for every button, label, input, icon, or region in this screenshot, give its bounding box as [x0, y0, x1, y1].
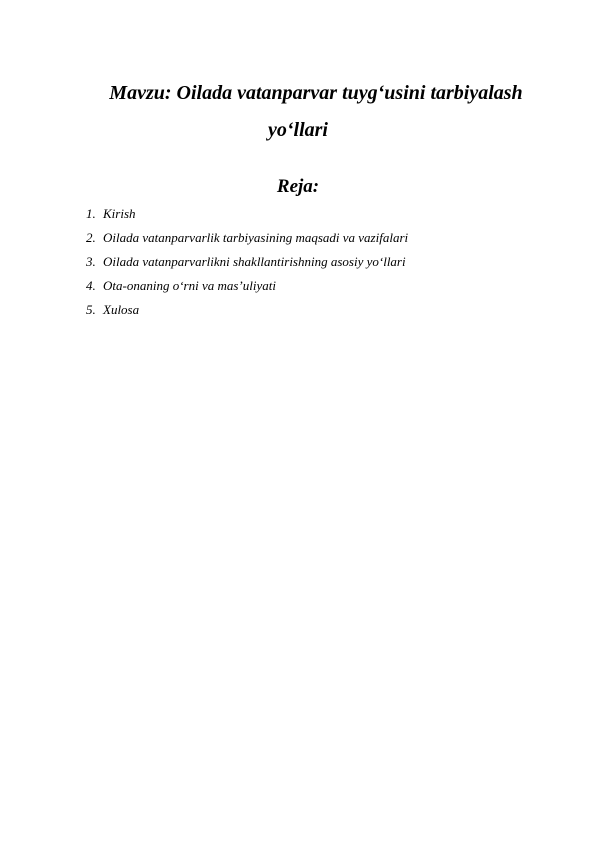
plan-item-text: Ota-onaning o‘rni va mas’uliyati — [103, 278, 276, 293]
plan-item — [86, 301, 408, 325]
plan-item — [86, 277, 408, 301]
plan-item-number: 4. — [86, 278, 96, 293]
plan-item-text: Kirish — [103, 206, 136, 221]
plan-item-number: 1. — [86, 206, 96, 221]
plan-list — [86, 205, 408, 325]
plan-item-number: 3. — [86, 254, 96, 269]
plan-heading: Reja: — [276, 176, 320, 197]
plan-item-text: Oilada vatanparvarlik tarbiyasining maqsadi va vazifalari — [103, 230, 409, 245]
document-title-line-1: Mavzu: Oilada vatanparvar tuyg‘usini tarbiyalash — [109, 82, 523, 104]
plan-item-number: 2. — [86, 230, 96, 245]
plan-item — [86, 253, 408, 277]
plan-item-text: Oilada vatanparvarlikni shakllantirishning asosiy yo‘llari — [103, 254, 406, 269]
plan-item-number: 5. — [86, 302, 96, 317]
plan-item — [86, 205, 408, 229]
plan-item — [86, 229, 408, 253]
plan-item-text: Xulosa — [103, 302, 140, 317]
document-title-line-2: yo‘llari — [268, 119, 328, 141]
